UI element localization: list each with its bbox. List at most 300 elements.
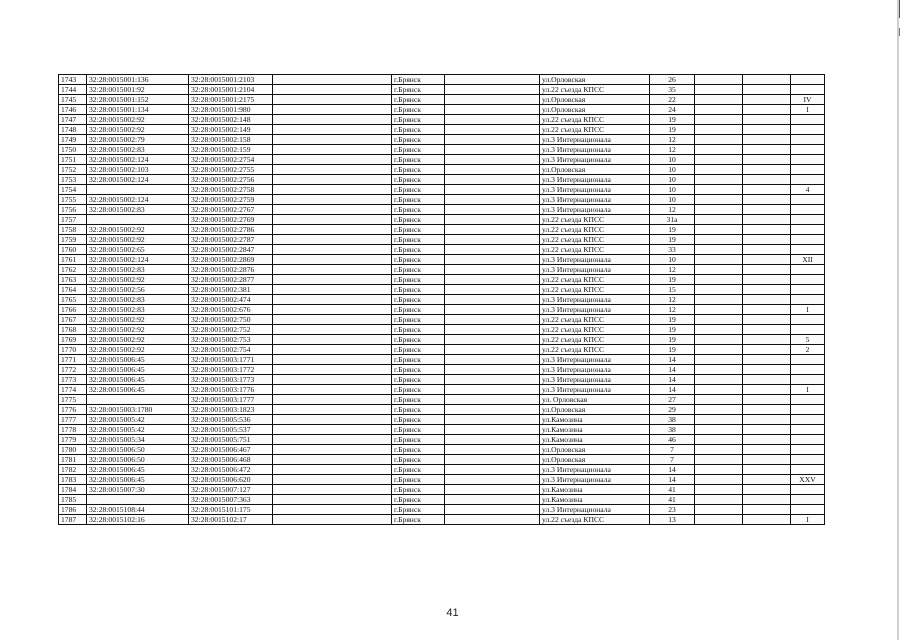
- land-cadastral-number-cell: [87, 395, 189, 405]
- street-cell: ул.Камозина: [540, 425, 650, 435]
- table-row: [59, 95, 825, 105]
- city-cell: г.Брянск: [392, 515, 445, 525]
- building-cadastral-number-cell: 32:28:0015002:2876: [189, 265, 273, 275]
- land-cadastral-number-cell: 32:28:0015001:92: [87, 85, 189, 95]
- extra-info-3-cell: [695, 205, 743, 215]
- extra-info-4-cell: [743, 425, 791, 435]
- flat-number-cell: [791, 165, 825, 175]
- table-row: [59, 225, 825, 235]
- table-row: [59, 215, 825, 225]
- house-number-cell: 14: [650, 475, 695, 485]
- building-cadastral-number-cell: 32:28:0015002:2769: [189, 215, 273, 225]
- extra-info-2-cell: [445, 175, 540, 185]
- flat-number-cell: [791, 135, 825, 145]
- land-cadastral-number-cell: 32:28:0015002:92: [87, 275, 189, 285]
- land-cadastral-number-cell: 32:28:0015006:50: [87, 445, 189, 455]
- building-cadastral-number-cell: 32:28:0015002:2754: [189, 155, 273, 165]
- house-number-cell: 31а: [650, 215, 695, 225]
- row-number-cell: 1747: [59, 115, 87, 125]
- flat-number-cell: [791, 225, 825, 235]
- building-cadastral-number-cell: 32:28:0015002:2877: [189, 275, 273, 285]
- flat-number-cell: [791, 315, 825, 325]
- extra-info-3-cell: [695, 415, 743, 425]
- flat-number-cell: [791, 235, 825, 245]
- street-cell: ул.22 съезда КПСС: [540, 315, 650, 325]
- house-number-cell: 12: [650, 265, 695, 275]
- table-row: [59, 175, 825, 185]
- city-cell: г.Брянск: [392, 395, 445, 405]
- land-cadastral-number-cell: 32:28:0015002:92: [87, 115, 189, 125]
- table-row: [59, 235, 825, 245]
- extra-info-2-cell: [445, 265, 540, 275]
- house-number-cell: 14: [650, 375, 695, 385]
- extra-info-2-cell: [445, 425, 540, 435]
- extra-info-2-cell: [445, 205, 540, 215]
- building-cadastral-number-cell: 32:28:0015102:17: [189, 515, 273, 525]
- extra-info-2-cell: [445, 195, 540, 205]
- extra-info-cell: [273, 235, 392, 245]
- row-number-cell: 1768: [59, 325, 87, 335]
- extra-info-4-cell: [743, 245, 791, 255]
- street-cell: ул.Камозина: [540, 415, 650, 425]
- flat-number-cell: [791, 195, 825, 205]
- street-cell: ул.Орловская: [540, 95, 650, 105]
- street-cell: ул.22 съезда КПСС: [540, 335, 650, 345]
- extra-info-2-cell: [445, 355, 540, 365]
- row-number-cell: 1744: [59, 85, 87, 95]
- city-cell: г.Брянск: [392, 415, 445, 425]
- building-cadastral-number-cell: 32:28:0015002:2758: [189, 185, 273, 195]
- street-cell: ул.3 Интернационала: [540, 155, 650, 165]
- extra-info-2-cell: [445, 95, 540, 105]
- extra-info-3-cell: [695, 465, 743, 475]
- extra-info-3-cell: [695, 285, 743, 295]
- building-cadastral-number-cell: 32:28:0015005:751: [189, 435, 273, 445]
- house-number-cell: 19: [650, 345, 695, 355]
- street-cell: ул.Орловская: [540, 105, 650, 115]
- extra-info-3-cell: [695, 425, 743, 435]
- city-cell: г.Брянск: [392, 95, 445, 105]
- extra-info-4-cell: [743, 205, 791, 215]
- flat-number-cell: [791, 75, 825, 85]
- city-cell: г.Брянск: [392, 185, 445, 195]
- table-row: [59, 395, 825, 405]
- row-number-cell: 1765: [59, 295, 87, 305]
- extra-info-2-cell: [445, 255, 540, 265]
- table-row: [59, 335, 825, 345]
- street-cell: ул.3 Интернационала: [540, 175, 650, 185]
- building-cadastral-number-cell: 32:28:0015003:1776: [189, 385, 273, 395]
- extra-info-2-cell: [445, 345, 540, 355]
- flat-number-cell: [791, 405, 825, 415]
- street-cell: ул.Орловская: [540, 445, 650, 455]
- extra-info-cell: [273, 445, 392, 455]
- street-cell: ул.3 Интернационала: [540, 185, 650, 195]
- extra-info-cell: [273, 305, 392, 315]
- street-cell: ул.3 Интернационала: [540, 475, 650, 485]
- extra-info-3-cell: [695, 315, 743, 325]
- table-row: [59, 425, 825, 435]
- flat-number-cell: [791, 425, 825, 435]
- land-cadastral-number-cell: 32:28:0015002:65: [87, 245, 189, 255]
- row-number-cell: 1782: [59, 465, 87, 475]
- house-number-cell: 10: [650, 195, 695, 205]
- extra-info-4-cell: [743, 75, 791, 85]
- extra-info-cell: [273, 215, 392, 225]
- row-number-cell: 1760: [59, 245, 87, 255]
- extra-info-2-cell: [445, 135, 540, 145]
- land-cadastral-number-cell: 32:28:0015006:45: [87, 385, 189, 395]
- house-number-cell: 14: [650, 385, 695, 395]
- table-row: [59, 85, 825, 95]
- street-cell: ул.22 съезда КПСС: [540, 275, 650, 285]
- extra-info-3-cell: [695, 135, 743, 145]
- building-cadastral-number-cell: 32:28:0015002:752: [189, 325, 273, 335]
- flat-number-cell: I: [791, 105, 825, 115]
- building-cadastral-number-cell: 32:28:0015002:2787: [189, 235, 273, 245]
- extra-info-cell: [273, 405, 392, 415]
- building-cadastral-number-cell: 32:28:0015101:175: [189, 505, 273, 515]
- extra-info-2-cell: [445, 515, 540, 525]
- extra-info-cell: [273, 195, 392, 205]
- street-cell: ул.22 съезда КПСС: [540, 245, 650, 255]
- extra-info-cell: [273, 385, 392, 395]
- building-cadastral-number-cell: 32:28:0015006:468: [189, 455, 273, 465]
- extra-info-3-cell: [695, 225, 743, 235]
- table-row: [59, 295, 825, 305]
- house-number-cell: 14: [650, 365, 695, 375]
- land-cadastral-number-cell: 32:28:0015002:92: [87, 345, 189, 355]
- land-cadastral-number-cell: 32:28:0015002:83: [87, 205, 189, 215]
- row-number-cell: 1758: [59, 225, 87, 235]
- street-cell: ул.3 Интернационала: [540, 505, 650, 515]
- extra-info-cell: [273, 125, 392, 135]
- extra-info-cell: [273, 105, 392, 115]
- building-cadastral-number-cell: 32:28:0015007:127: [189, 485, 273, 495]
- extra-info-4-cell: [743, 515, 791, 525]
- extra-info-cell: [273, 115, 392, 125]
- land-cadastral-number-cell: 32:28:0015002:79: [87, 135, 189, 145]
- table-row: [59, 435, 825, 445]
- extra-info-4-cell: [743, 485, 791, 495]
- street-cell: ул.3 Интернационала: [540, 135, 650, 145]
- table-row: [59, 475, 825, 485]
- house-number-cell: 12: [650, 305, 695, 315]
- row-number-cell: 1771: [59, 355, 87, 365]
- extra-info-3-cell: [695, 445, 743, 455]
- row-number-cell: 1751: [59, 155, 87, 165]
- city-cell: г.Брянск: [392, 475, 445, 485]
- extra-info-4-cell: [743, 135, 791, 145]
- building-cadastral-number-cell: 32:28:0015003:1823: [189, 405, 273, 415]
- extra-info-3-cell: [695, 365, 743, 375]
- extra-info-3-cell: [695, 245, 743, 255]
- table-row: [59, 125, 825, 135]
- land-cadastral-number-cell: 32:28:0015002:124: [87, 255, 189, 265]
- extra-info-cell: [273, 365, 392, 375]
- extra-info-4-cell: [743, 195, 791, 205]
- extra-info-2-cell: [445, 385, 540, 395]
- building-cadastral-number-cell: 32:28:0015002:2759: [189, 195, 273, 205]
- table-row: [59, 325, 825, 335]
- extra-info-4-cell: [743, 225, 791, 235]
- flat-number-cell: XXV: [791, 475, 825, 485]
- building-cadastral-number-cell: 32:28:0015001:980: [189, 105, 273, 115]
- city-cell: г.Брянск: [392, 305, 445, 315]
- extra-info-4-cell: [743, 255, 791, 265]
- house-number-cell: 14: [650, 355, 695, 365]
- table-row: [59, 185, 825, 195]
- table-row: [59, 285, 825, 295]
- street-cell: ул.Орловская: [540, 455, 650, 465]
- extra-info-4-cell: [743, 215, 791, 225]
- house-number-cell: 12: [650, 145, 695, 155]
- building-cadastral-number-cell: 32:28:0015002:2869: [189, 255, 273, 265]
- extra-info-3-cell: [695, 95, 743, 105]
- extra-info-2-cell: [445, 375, 540, 385]
- row-number-cell: 1778: [59, 425, 87, 435]
- row-number-cell: 1784: [59, 485, 87, 495]
- city-cell: г.Брянск: [392, 405, 445, 415]
- extra-info-cell: [273, 505, 392, 515]
- row-number-cell: 1748: [59, 125, 87, 135]
- extra-info-2-cell: [445, 365, 540, 375]
- scan-edge-mark-lower: [899, 28, 900, 36]
- extra-info-2-cell: [445, 415, 540, 425]
- city-cell: г.Брянск: [392, 385, 445, 395]
- extra-info-2-cell: [445, 495, 540, 505]
- city-cell: г.Брянск: [392, 345, 445, 355]
- table-row: [59, 205, 825, 215]
- extra-info-cell: [273, 205, 392, 215]
- extra-info-4-cell: [743, 375, 791, 385]
- land-cadastral-number-cell: 32:28:0015002:92: [87, 225, 189, 235]
- land-cadastral-number-cell: [87, 215, 189, 225]
- extra-info-3-cell: [695, 235, 743, 245]
- house-number-cell: 38: [650, 425, 695, 435]
- row-number-cell: 1759: [59, 235, 87, 245]
- extra-info-4-cell: [743, 395, 791, 405]
- table-row: [59, 485, 825, 495]
- table-row: [59, 275, 825, 285]
- house-number-cell: 19: [650, 115, 695, 125]
- building-cadastral-number-cell: 32:28:0015002:381: [189, 285, 273, 295]
- street-cell: ул.3 Интернационала: [540, 145, 650, 155]
- street-cell: ул.22 съезда КПСС: [540, 85, 650, 95]
- extra-info-4-cell: [743, 315, 791, 325]
- land-cadastral-number-cell: 32:28:0015006:45: [87, 475, 189, 485]
- house-number-cell: 27: [650, 395, 695, 405]
- city-cell: г.Брянск: [392, 85, 445, 95]
- house-number-cell: 12: [650, 135, 695, 145]
- extra-info-3-cell: [695, 395, 743, 405]
- street-cell: ул.22 съезда КПСС: [540, 235, 650, 245]
- table-row: [59, 265, 825, 275]
- extra-info-4-cell: [743, 335, 791, 345]
- table-row: [59, 405, 825, 415]
- row-number-cell: 1769: [59, 335, 87, 345]
- extra-info-2-cell: [445, 335, 540, 345]
- city-cell: г.Брянск: [392, 105, 445, 115]
- house-number-cell: 10: [650, 255, 695, 265]
- building-cadastral-number-cell: 32:28:0015003:1772: [189, 365, 273, 375]
- extra-info-cell: [273, 225, 392, 235]
- flat-number-cell: [791, 495, 825, 505]
- row-number-cell: 1780: [59, 445, 87, 455]
- extra-info-4-cell: [743, 85, 791, 95]
- building-cadastral-number-cell: 32:28:0015002:2847: [189, 245, 273, 255]
- extra-info-4-cell: [743, 145, 791, 155]
- flat-number-cell: XII: [791, 255, 825, 265]
- row-number-cell: 1779: [59, 435, 87, 445]
- house-number-cell: 19: [650, 125, 695, 135]
- city-cell: г.Брянск: [392, 365, 445, 375]
- land-cadastral-number-cell: 32:28:0015002:92: [87, 125, 189, 135]
- flat-number-cell: [791, 205, 825, 215]
- scan-right-edge: [897, 0, 899, 640]
- row-number-cell: 1776: [59, 405, 87, 415]
- extra-info-4-cell: [743, 365, 791, 375]
- row-number-cell: 1763: [59, 275, 87, 285]
- street-cell: ул.Камозина: [540, 485, 650, 495]
- extra-info-cell: [273, 335, 392, 345]
- extra-info-4-cell: [743, 125, 791, 135]
- building-cadastral-number-cell: 32:28:0015002:754: [189, 345, 273, 355]
- land-cadastral-number-cell: 32:28:0015002:124: [87, 155, 189, 165]
- street-cell: ул.3 Интернационала: [540, 305, 650, 315]
- extra-info-3-cell: [695, 375, 743, 385]
- extra-info-3-cell: [695, 165, 743, 175]
- table-row: [59, 155, 825, 165]
- street-cell: ул.22 съезда КПСС: [540, 115, 650, 125]
- house-number-cell: 13: [650, 515, 695, 525]
- row-number-cell: 1752: [59, 165, 87, 175]
- extra-info-3-cell: [695, 145, 743, 155]
- land-cadastral-number-cell: 32:28:0015002:124: [87, 195, 189, 205]
- property-registry-table: [58, 74, 825, 525]
- building-cadastral-number-cell: 32:28:0015006:620: [189, 475, 273, 485]
- flat-number-cell: [791, 265, 825, 275]
- extra-info-2-cell: [445, 285, 540, 295]
- table-row: [59, 165, 825, 175]
- table-row: [59, 145, 825, 155]
- flat-number-cell: [791, 415, 825, 425]
- land-cadastral-number-cell: 32:28:0015002:83: [87, 295, 189, 305]
- extra-info-3-cell: [695, 355, 743, 365]
- house-number-cell: 10: [650, 165, 695, 175]
- extra-info-4-cell: [743, 285, 791, 295]
- row-number-cell: 1756: [59, 205, 87, 215]
- extra-info-4-cell: [743, 355, 791, 365]
- city-cell: г.Брянск: [392, 355, 445, 365]
- flat-number-cell: [791, 245, 825, 255]
- street-cell: ул.22 съезда КПСС: [540, 345, 650, 355]
- building-cadastral-number-cell: 32:28:0015002:2786: [189, 225, 273, 235]
- land-cadastral-number-cell: [87, 185, 189, 195]
- street-cell: ул.22 съезда КПСС: [540, 225, 650, 235]
- flat-number-cell: 2: [791, 345, 825, 355]
- table-row: [59, 305, 825, 315]
- extra-info-4-cell: [743, 155, 791, 165]
- row-number-cell: 1770: [59, 345, 87, 355]
- extra-info-3-cell: [695, 295, 743, 305]
- land-cadastral-number-cell: 32:28:0015002:92: [87, 325, 189, 335]
- row-number-cell: 1750: [59, 145, 87, 155]
- street-cell: ул.3 Интернационала: [540, 465, 650, 475]
- extra-info-3-cell: [695, 475, 743, 485]
- extra-info-2-cell: [445, 435, 540, 445]
- city-cell: г.Брянск: [392, 335, 445, 345]
- street-cell: ул.3 Интернационала: [540, 255, 650, 265]
- house-number-cell: 12: [650, 295, 695, 305]
- flat-number-cell: [791, 275, 825, 285]
- house-number-cell: 7: [650, 455, 695, 465]
- building-cadastral-number-cell: 32:28:0015005:537: [189, 425, 273, 435]
- extra-info-3-cell: [695, 75, 743, 85]
- house-number-cell: 35: [650, 85, 695, 95]
- building-cadastral-number-cell: 32:28:0015003:1777: [189, 395, 273, 405]
- extra-info-cell: [273, 135, 392, 145]
- extra-info-3-cell: [695, 125, 743, 135]
- row-number-cell: 1781: [59, 455, 87, 465]
- extra-info-4-cell: [743, 175, 791, 185]
- land-cadastral-number-cell: 32:28:0015006:45: [87, 375, 189, 385]
- extra-info-3-cell: [695, 85, 743, 95]
- house-number-cell: 15: [650, 285, 695, 295]
- flat-number-cell: [791, 485, 825, 495]
- building-cadastral-number-cell: 32:28:0015003:1773: [189, 375, 273, 385]
- extra-info-cell: [273, 395, 392, 405]
- table-row: [59, 465, 825, 475]
- extra-info-3-cell: [695, 435, 743, 445]
- table-row: [59, 315, 825, 325]
- land-cadastral-number-cell: 32:28:0015002:103: [87, 165, 189, 175]
- house-number-cell: 19: [650, 235, 695, 245]
- land-cadastral-number-cell: 32:28:0015005:42: [87, 415, 189, 425]
- city-cell: г.Брянск: [392, 375, 445, 385]
- city-cell: г.Брянск: [392, 435, 445, 445]
- extra-info-2-cell: [445, 105, 540, 115]
- building-cadastral-number-cell: 32:28:0015002:2755: [189, 165, 273, 175]
- land-cadastral-number-cell: 32:28:0015108:44: [87, 505, 189, 515]
- street-cell: ул.3 Интернационала: [540, 365, 650, 375]
- city-cell: г.Брянск: [392, 325, 445, 335]
- building-cadastral-number-cell: 32:28:0015007:363: [189, 495, 273, 505]
- table-row: [59, 115, 825, 125]
- extra-info-cell: [273, 495, 392, 505]
- flat-number-cell: [791, 285, 825, 295]
- flat-number-cell: [791, 85, 825, 95]
- street-cell: ул.22 съезда КПСС: [540, 215, 650, 225]
- table-row: [59, 105, 825, 115]
- extra-info-4-cell: [743, 305, 791, 315]
- flat-number-cell: [791, 365, 825, 375]
- extra-info-3-cell: [695, 185, 743, 195]
- table-row: [59, 415, 825, 425]
- house-number-cell: 33: [650, 245, 695, 255]
- land-cadastral-number-cell: 32:28:0015001:152: [87, 95, 189, 105]
- city-cell: г.Брянск: [392, 285, 445, 295]
- flat-number-cell: [791, 295, 825, 305]
- extra-info-2-cell: [445, 325, 540, 335]
- building-cadastral-number-cell: 32:28:0015002:159: [189, 145, 273, 155]
- extra-info-4-cell: [743, 325, 791, 335]
- street-cell: ул.3 Интернационала: [540, 265, 650, 275]
- extra-info-cell: [273, 85, 392, 95]
- extra-info-cell: [273, 355, 392, 365]
- city-cell: г.Брянск: [392, 225, 445, 235]
- land-cadastral-number-cell: 32:28:0015002:92: [87, 335, 189, 345]
